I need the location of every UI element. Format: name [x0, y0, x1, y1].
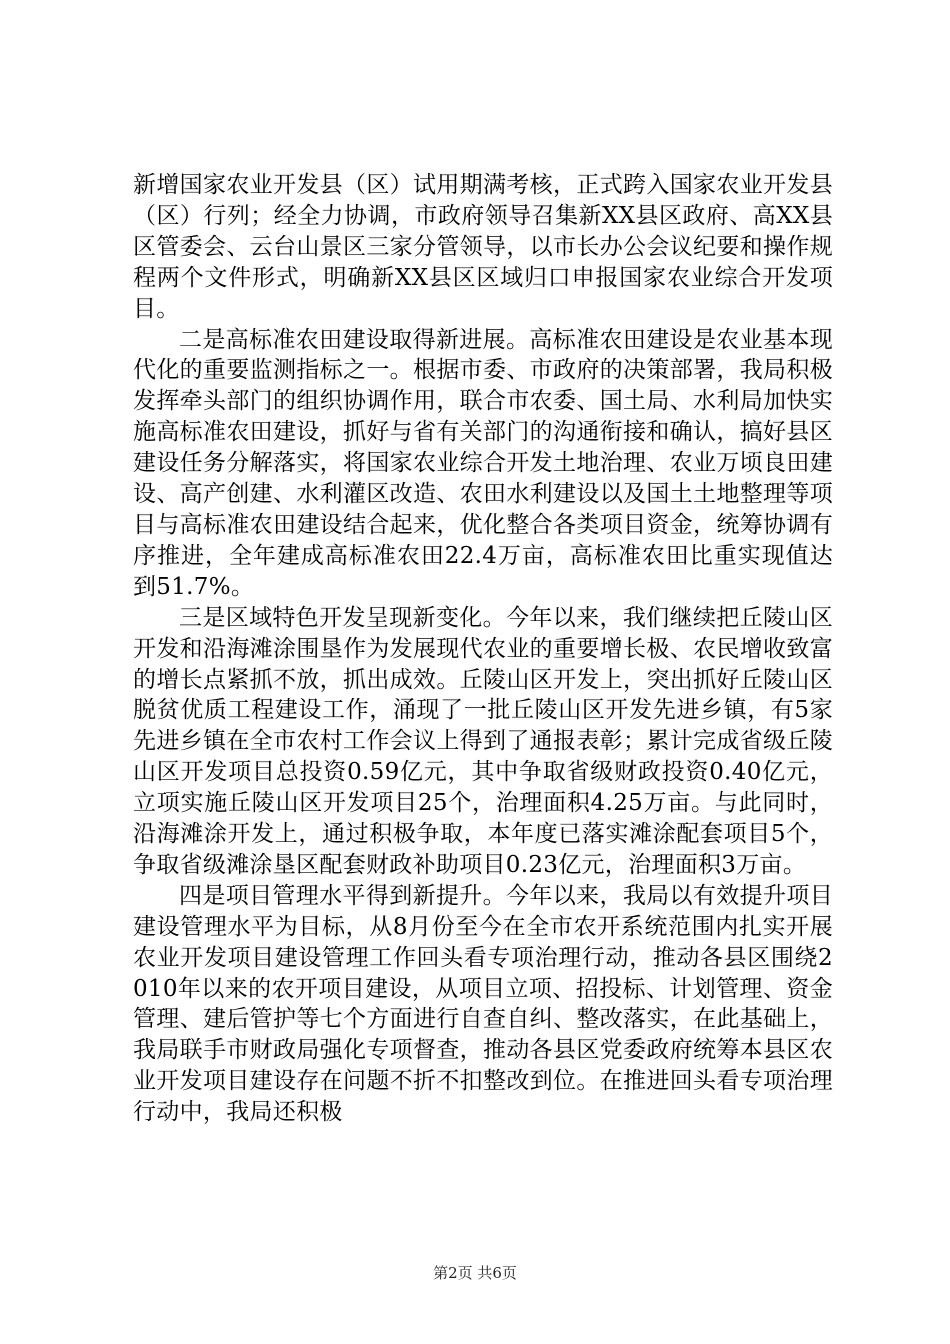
paragraph-regional-development: 三是区域特色开发呈现新变化。今年以来，我们继续把丘陵山区开发和沿海滩涂围垦作为发展现代农业的重要增长极、农民增收致富的增长点紧抓不放，抓出成效。丘陵山区开发上，突出抓好丘陵山区脱贫优质工程建设工作，涌现了一批丘陵山区开发先进乡镇，有5家先进乡镇在全市农村工作会议上得到了通报表彰；累计完成省级丘陵山区开发项目总投资0.59亿元，其中争取省级财政投资0.40亿元，立项实施丘陵山区开发项目25个，治理面积4.25万亩。与此同时，沿海滩涂开发上，通过积极争取，本年度已落实滩涂配套项目5个，争取省级滩涂垦区配套财政补助项目0.23亿元，治理面积3万亩。: [133, 604, 833, 878]
paragraph-project-management: 四是项目管理水平得到新提升。今年以来，我局以有效提升项目建设管理水平为目标，从8月份至今在全市农开系统范围内扎实开展农业开发项目建设管理工作回头看专项治理行动，推动各县区围绕2010年以来的农开项目建设，从项目立项、招投标、计划管理、资金管理、建后管护等七个方面进行自查自纠、整改落实，在此基础上，我局联手市财政局强化专项督查，推动各县区党委政府统筹本县区农业开发项目建设存在问题不折不扣整改到位。在推进回头看专项治理行动中，我局还积极: [133, 882, 833, 1126]
document-body: [133, 170, 833, 1128]
paragraph-continuation: 新增国家农业开发县（区）试用期满考核，正式跨入国家农业开发县（区）行列；经全力协调，市政府领导召集新XX县区政府、高XX县区管委会、云台山景区三家分管领导，以市长办公会议纪要和操作规程两个文件形式，明确新XX县区区域归口申报国家农业综合开发项目。: [133, 172, 833, 322]
page-footer: 第2页 共6页: [433, 1264, 517, 1282]
paragraph-farmland-construction: 二是高标准农田建设取得新进展。高标准农田建设是农业基本现代化的重要监测指标之一。根据市委、市政府的决策部署，我局积极发挥牵头部门的组织协调作用，联合市农委、国土局、水利局加快实施高标准农田建设，抓好与省有关部门的沟通衔接和确认，搞好县区建设任务分解落实，将国家农业综合开发土地治理、农业万顷良田建设、高产创建、水利灌区改造、农田水利建设以及国土土地整理等项目与高标准农田建设结合起来，优化整合各类项目资金，统筹协调有序推进，全年建成高标准农田22.4万亩，高标准农田比重实现值达到51.7%。: [133, 326, 833, 600]
